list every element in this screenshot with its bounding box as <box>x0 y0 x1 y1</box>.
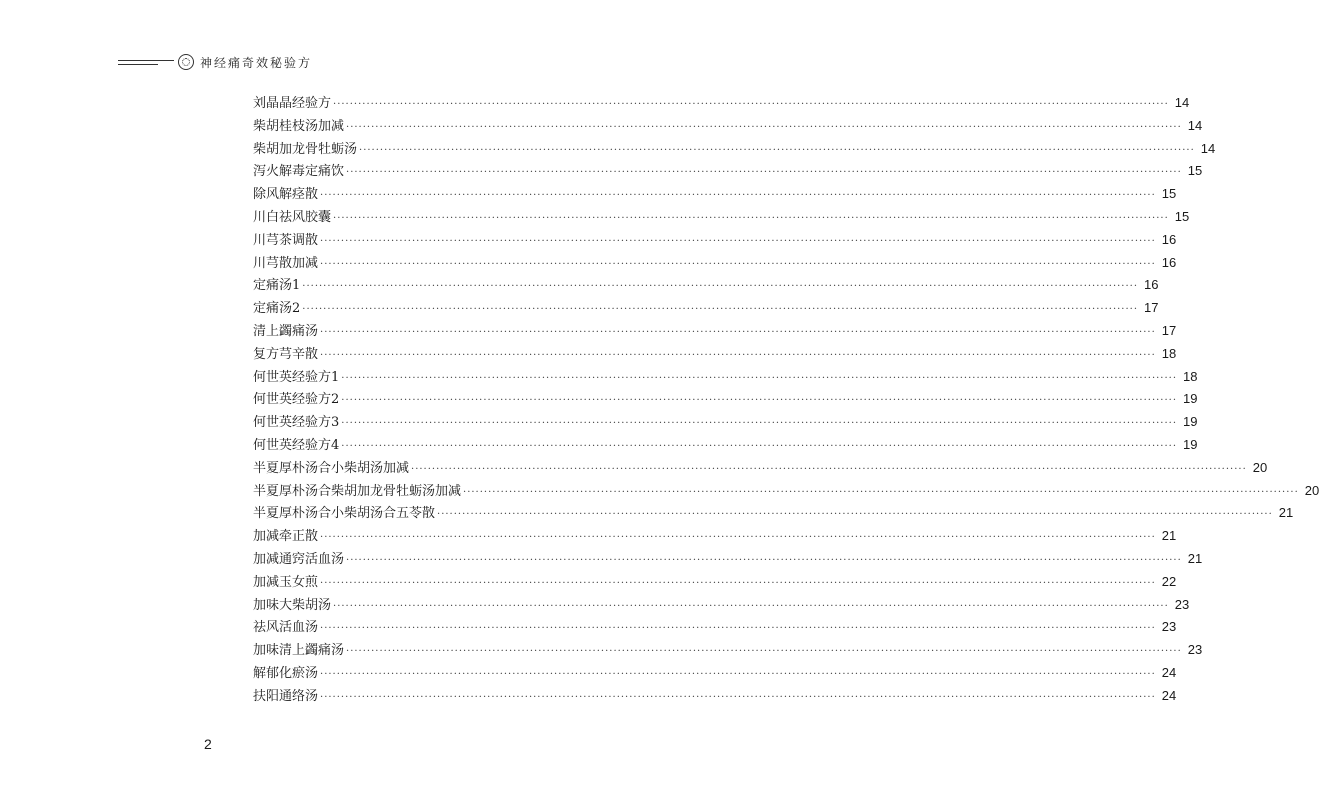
toc-entry-title: 柴胡桂枝汤加减 <box>253 118 345 134</box>
toc-entry-title: 川芎散加减 <box>253 255 319 271</box>
toc-entry-page: 15 <box>1187 163 1203 179</box>
toc-entry[interactable] <box>253 480 1319 503</box>
toc-entry-title: 刘晶晶经验方 <box>253 96 332 111</box>
toc-entry-title: 定痛汤1 <box>253 278 301 294</box>
running-header <box>118 50 438 74</box>
toc-entry-page: 19 <box>1183 436 1198 452</box>
toc-entry-page: 19 <box>1183 414 1198 430</box>
toc-entry-page: 17 <box>1144 300 1159 316</box>
toc-entry-title: 泻火解毒定痛饮 <box>253 164 345 180</box>
toc-entry-page: 14 <box>1187 117 1203 133</box>
toc-entry[interactable] <box>253 685 1177 708</box>
toc-dot-leader: ········································································································································································································ <box>341 418 1178 430</box>
circular-ornament-icon <box>178 54 194 70</box>
toc-entry-title: 扶阳通络汤 <box>253 688 319 704</box>
toc-entry[interactable] <box>253 502 1294 525</box>
toc-dot-leader: ········································································································································································································ <box>437 509 1273 521</box>
toc-entry-page: 23 <box>1161 619 1177 635</box>
toc-entry-title: 加减通窍活血汤 <box>253 551 345 567</box>
toc-entry[interactable] <box>253 411 1198 434</box>
toc-entry-page: 20 <box>1304 482 1319 498</box>
toc-entry-page: 17 <box>1161 322 1177 338</box>
toc-entry-page: 21 <box>1187 550 1203 566</box>
toc-entry-title: 加减玉女煎 <box>253 574 319 590</box>
toc-entry-title: 半夏厚朴汤合柴胡加龙骨牡蛎汤加减 <box>253 483 462 499</box>
toc-dot-leader: ········································································································································································································ <box>320 326 1156 338</box>
toc-entry-page: 15 <box>1161 186 1177 202</box>
toc-entry-page: 20 <box>1252 459 1268 475</box>
toc-dot-leader: ········································································································································································································ <box>302 281 1139 293</box>
toc-dot-leader: ········································································································································································································ <box>333 600 1169 612</box>
toc-entry-page: 18 <box>1183 368 1198 384</box>
toc-entry-title: 加减牵正散 <box>253 529 319 545</box>
toc-entry[interactable] <box>253 594 1190 617</box>
toc-dot-leader: ········································································································································································································ <box>359 144 1195 156</box>
toc-entry[interactable] <box>253 320 1177 343</box>
toc-dot-leader: ········································································································································································································ <box>302 304 1139 316</box>
toc-entry[interactable] <box>253 206 1190 229</box>
toc-entry[interactable] <box>253 662 1177 685</box>
toc-dot-leader: ········································································································································································································ <box>320 190 1156 202</box>
toc-entry-title: 柴胡加龙骨牡蛎汤 <box>253 141 358 157</box>
toc-dot-leader: ········································································································································································································ <box>341 395 1178 407</box>
toc-entry-title: 定痛汤2 <box>253 301 301 317</box>
toc-entry[interactable] <box>253 297 1159 320</box>
toc-entry-title: 川芎茶调散 <box>253 232 319 248</box>
toc-entry[interactable] <box>253 639 1203 662</box>
toc-entry[interactable] <box>253 138 1216 161</box>
toc-entry-page: 16 <box>1161 254 1177 270</box>
toc-dot-leader: ········································································································································································································ <box>320 577 1156 589</box>
toc-entry-page: 16 <box>1161 231 1177 247</box>
toc-dot-leader: ········································································································································································································ <box>320 258 1156 270</box>
toc-dot-leader: ········································································································································································································ <box>320 235 1156 247</box>
toc-entry[interactable] <box>253 457 1268 480</box>
toc-entry-title: 川白祛风胶囊 <box>253 209 332 225</box>
toc-entry-page: 19 <box>1183 391 1198 407</box>
toc-entry[interactable] <box>253 343 1177 366</box>
toc-entry[interactable] <box>253 388 1198 411</box>
toc-entry-page: 14 <box>1200 140 1216 156</box>
toc-entry-page: 23 <box>1174 596 1190 612</box>
toc-entry[interactable] <box>253 434 1198 457</box>
toc-entry-page: 24 <box>1161 687 1177 703</box>
toc-dot-leader: ········································································································································································································ <box>346 646 1182 658</box>
toc-entry-title: 复方芎辛散 <box>253 346 319 362</box>
toc-entry[interactable] <box>253 548 1203 571</box>
toc-entry[interactable] <box>253 229 1177 252</box>
toc-entry-title: 何世英经验方3 <box>253 415 340 431</box>
toc-entry-page: 14 <box>1174 95 1190 110</box>
toc-dot-leader: ········································································································································································································ <box>346 121 1182 133</box>
toc-dot-leader: ········································································································································································································ <box>346 554 1182 566</box>
toc-entry-title: 何世英经验方2 <box>253 392 340 408</box>
toc-entry-page: 16 <box>1144 277 1159 293</box>
toc-entry-title: 清上蠲痛汤 <box>253 323 319 339</box>
toc-entry[interactable] <box>253 92 1190 115</box>
toc-entry[interactable] <box>253 115 1203 138</box>
toc-entry-title: 何世英经验方1 <box>253 369 340 385</box>
toc-entry[interactable] <box>253 525 1177 548</box>
toc-dot-leader: ········································································································································································································ <box>463 486 1299 498</box>
toc-dot-leader: ········································································································································································································ <box>320 623 1156 635</box>
toc-entry-title: 半夏厚朴汤合小柴胡汤加减 <box>253 460 410 476</box>
toc-entry-page: 22 <box>1161 573 1177 589</box>
header-rule <box>118 60 174 65</box>
toc-entry-title: 加味大柴胡汤 <box>253 597 332 613</box>
toc-entry-title: 加味清上蠲痛汤 <box>253 643 345 659</box>
toc-dot-leader: ········································································································································································································ <box>341 440 1178 452</box>
table-of-contents <box>253 92 1319 708</box>
toc-entry-page: 21 <box>1161 528 1177 544</box>
toc-entry[interactable] <box>253 571 1177 594</box>
book-title: 神经痛奇效秘验方 <box>200 55 313 70</box>
toc-entry-title: 祛风活血汤 <box>253 620 319 636</box>
toc-dot-leader: ········································································································································································································ <box>346 167 1182 179</box>
toc-entry-title: 何世英经验方4 <box>253 437 340 453</box>
toc-entry-title: 半夏厚朴汤合小柴胡汤合五苓散 <box>253 506 436 522</box>
toc-entry[interactable] <box>253 183 1177 206</box>
toc-dot-leader: ········································································································································································································ <box>320 349 1156 361</box>
toc-entry-page: 15 <box>1174 208 1190 224</box>
page-number: 2 <box>204 736 212 752</box>
toc-dot-leader: ········································································································································································································ <box>341 372 1178 384</box>
toc-dot-leader: ········································································································································································································ <box>320 691 1156 703</box>
toc-dot-leader: ········································································································································································································ <box>333 99 1169 110</box>
toc-entry-title: 除风解痉散 <box>253 187 319 203</box>
toc-dot-leader: ········································································································································································································ <box>333 212 1169 224</box>
toc-entry[interactable] <box>253 252 1177 275</box>
toc-entry-page: 24 <box>1161 664 1177 680</box>
toc-dot-leader: ········································································································································································································ <box>411 463 1247 475</box>
toc-entry-page: 21 <box>1278 505 1294 521</box>
toc-entry[interactable] <box>253 160 1203 183</box>
toc-entry-page: 18 <box>1161 345 1177 361</box>
toc-entry[interactable] <box>253 274 1159 297</box>
toc-dot-leader: ········································································································································································································ <box>320 668 1156 680</box>
toc-entry-title: 解郁化瘀汤 <box>253 665 319 681</box>
toc-entry[interactable] <box>253 616 1177 639</box>
toc-dot-leader: ········································································································································································································ <box>320 532 1156 544</box>
toc-entry-page: 23 <box>1187 642 1203 658</box>
toc-entry[interactable] <box>253 366 1198 389</box>
